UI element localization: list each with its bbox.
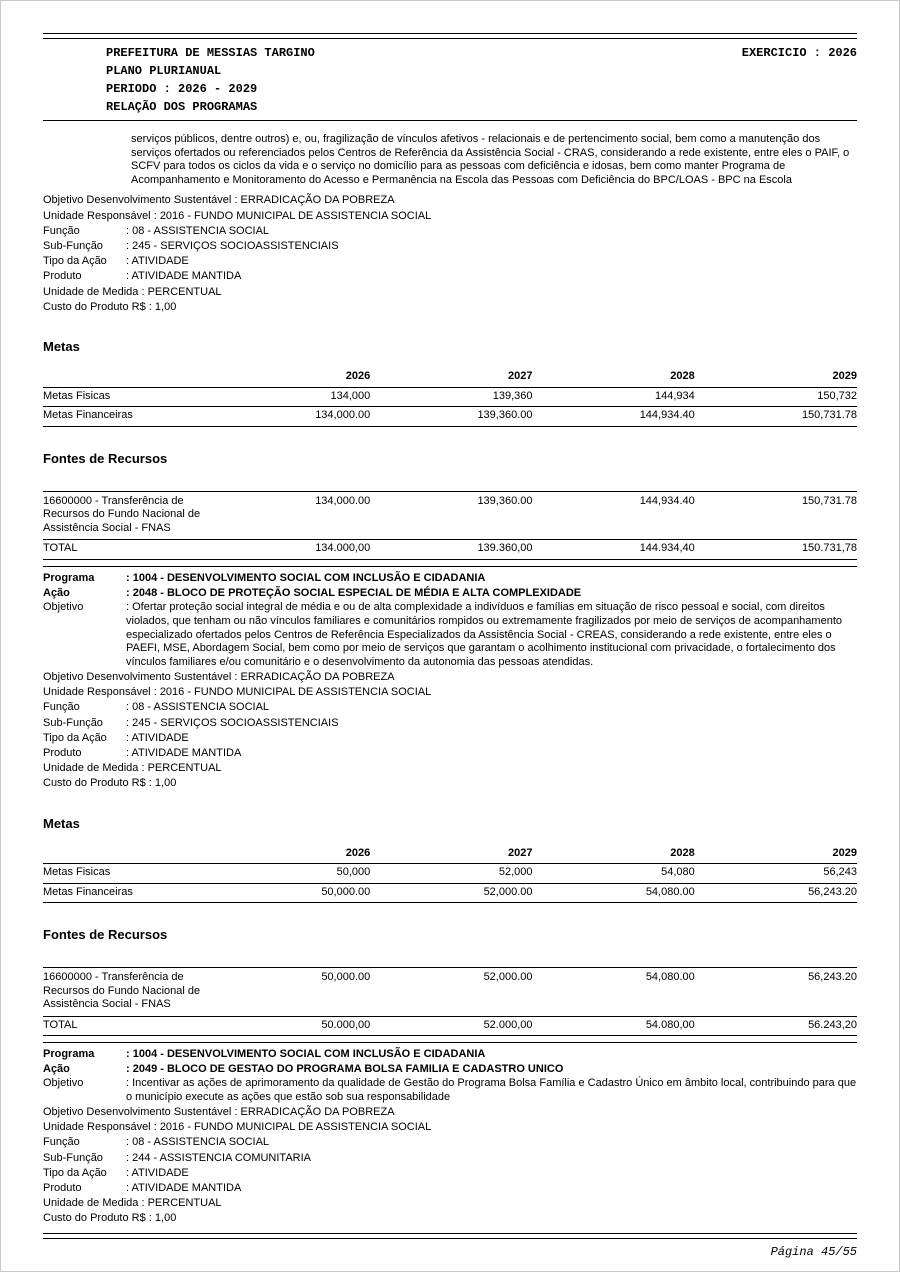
cell-value: 150,731.78 (695, 407, 857, 427)
field-unidade-responsavel (43, 685, 857, 700)
field-value: : 2016 - FUNDO MUNICIPAL DE ASSISTENCIA SOCIAL (150, 1121, 432, 1134)
field-label: Objetivo (43, 1077, 84, 1090)
cell-value: 54,080 (533, 864, 695, 884)
field-custo-produto (43, 776, 857, 791)
field-value: : 08 - ASSISTENCIA SOCIAL (126, 701, 270, 714)
block-separator (43, 1042, 857, 1043)
cell-value: 144,934.40 (533, 491, 695, 540)
cell-value: 52,000.00 (370, 968, 532, 1017)
field-label: Programa (43, 571, 95, 584)
fontes-total-row (43, 540, 857, 560)
field-acao (43, 586, 857, 601)
row-label: Metas Financeiras (43, 883, 208, 903)
cell-value: 134,000.00 (208, 407, 370, 427)
cell-value: 56.243,20 (695, 1016, 857, 1036)
year-header: 2028 (533, 368, 695, 387)
field-programa (43, 571, 857, 586)
field-tipo-acao (43, 731, 857, 746)
page-footer (43, 1233, 857, 1259)
objective-continuation-text: serviços públicos, dentre outros) e, ou, fragilização de vínculos afetivos - relacionais e de pertencimento social, bem como a manutenção dos serviços ofertados ou referenciados pelos Centros de Referência da Assistência Social - CRAS, considerando a rede existente, entre eles o PAIF, o SCFV para todos os ciclos da vida e o serviço no domicílio para as pessoas com deficiência e idosas, bem como manter Programa de Acompanhamento e Monitoramento do Acesso e Permanência na Escola das Pessoas com Deficiência do BPC/LOAS - BPC na Escola (131, 133, 850, 186)
field-label: Função (43, 224, 80, 237)
fontes-heading: Fontes de Recursos (43, 450, 168, 466)
cell-value: 54,080.00 (533, 968, 695, 1017)
cell-value: 52,000.00 (370, 883, 532, 903)
field-value: : 245 - SERVIÇOS SOCIOASSISTENCIAIS (126, 716, 339, 729)
field-label: Produto (43, 270, 82, 283)
field-label: Objetivo (43, 600, 84, 613)
field-label: Unidade de Medida (43, 285, 139, 298)
field-label: Custo do Produto R$ (43, 777, 146, 790)
field-acao (43, 1062, 857, 1077)
field-ods (43, 193, 857, 208)
field-funcao (43, 700, 857, 715)
document-header (43, 39, 857, 120)
cell-value: 150,732 (695, 387, 857, 407)
field-value: : ATIVIDADE (126, 731, 189, 744)
field-label: Objetivo Desenvolvimento Sustentável (43, 670, 232, 683)
field-value: : ATIVIDADE MANTIDA (126, 746, 242, 759)
year-header: 2026 (208, 845, 370, 864)
field-custo-produto (43, 1211, 857, 1226)
metas-table-1 (43, 368, 857, 427)
cell-value: 144,934 (533, 387, 695, 407)
field-label: Objetivo Desenvolvimento Sustentável (43, 194, 232, 207)
row-label: TOTAL (43, 540, 208, 560)
field-value: : ERRADICAÇÃO DA POBREZA (231, 1106, 395, 1119)
metas-table-2 (43, 845, 857, 904)
field-value: : 08 - ASSISTENCIA SOCIAL (126, 224, 270, 237)
fontes-source-row (43, 968, 857, 1017)
cell-value: 50,000.00 (208, 883, 370, 903)
field-ods (43, 670, 857, 685)
field-unidade-medida (43, 761, 857, 776)
table-row (43, 407, 857, 427)
field-produto (43, 746, 857, 761)
fontes-table-2 (43, 967, 857, 1036)
cell-value: 139,360.00 (370, 491, 532, 540)
field-unidade-responsavel (43, 209, 857, 224)
year-header: 2027 (370, 368, 532, 387)
page-number: Página 45/55 (770, 1245, 857, 1259)
year-header: 2026 (208, 368, 370, 387)
field-label: Custo do Produto R$ (43, 300, 146, 313)
cell-value: 56,243 (695, 864, 857, 884)
row-label: TOTAL (43, 1016, 208, 1036)
field-label: Unidade Responsável (43, 209, 151, 222)
field-label: Função (43, 1136, 80, 1149)
field-label: Tipo da Ação (43, 255, 107, 268)
fontes-heading: Fontes de Recursos (43, 927, 168, 943)
metas-heading: Metas (43, 339, 80, 354)
field-value: : PERCENTUAL (138, 285, 222, 298)
field-value: : PERCENTUAL (138, 1197, 222, 1210)
field-label: Produto (43, 1182, 82, 1195)
row-label: 16600000 - Transferência de Recursos do Fundo Nacional de Assistência Social - FNAS (43, 968, 208, 1017)
field-label: Sub-Função (43, 239, 103, 252)
field-unidade-responsavel (43, 1120, 857, 1135)
field-label: Unidade Responsável (43, 1121, 151, 1134)
cell-value: 56,243.20 (695, 883, 857, 903)
cell-value: 139,360.00 (370, 407, 532, 427)
year-header: 2029 (695, 368, 857, 387)
field-value: : 08 - ASSISTENCIA SOCIAL (126, 1136, 270, 1149)
empty-header-cell (43, 845, 208, 864)
field-label: Ação (43, 1063, 70, 1076)
row-label: 16600000 - Transferência de Recursos do Fundo Nacional de Assistência Social - FNAS (43, 491, 208, 540)
field-value: : 1004 - DESENVOLVIMENTO SOCIAL COM INCLUSÃO E CIDADANIA (126, 571, 486, 584)
table-header-row (43, 845, 857, 864)
field-label: Sub-Função (43, 716, 103, 729)
field-label: Produto (43, 746, 82, 759)
row-label: Metas Financeiras (43, 407, 208, 427)
header-period: PERIODO : 2026 - 2029 (106, 82, 258, 96)
cell-value: 54,080.00 (533, 883, 695, 903)
cell-value: 134,000.00 (208, 491, 370, 540)
field-sub-funcao (43, 1151, 857, 1166)
field-label: Tipo da Ação (43, 731, 107, 744)
field-unidade-medida (43, 1196, 857, 1211)
row-label: Metas Fisicas (43, 864, 208, 884)
field-produto (43, 269, 857, 284)
row-label: Metas Fisicas (43, 387, 208, 407)
table-row (43, 864, 857, 884)
field-label: Objetivo Desenvolvimento Sustentável (43, 1106, 232, 1119)
field-value: : 2048 - BLOCO DE PROTEÇÃO SOCIAL ESPECIAL DE MÉDIA E ALTA COMPLEXIDADE (126, 586, 582, 599)
year-header: 2027 (370, 845, 532, 864)
empty-header-cell (43, 368, 208, 387)
field-unidade-medida (43, 285, 857, 300)
field-programa (43, 1047, 857, 1062)
cell-value: 134.000,00 (208, 540, 370, 560)
metas-heading: Metas (43, 815, 80, 831)
field-value: : 1,00 (145, 300, 177, 313)
field-label: Unidade Responsável (43, 686, 151, 699)
year-header: 2029 (695, 845, 857, 864)
cell-value: 144,934.40 (533, 407, 695, 427)
field-value: : 244 - ASSISTENCIA COMUNITARIA (126, 1151, 312, 1164)
fontes-total-row (43, 1016, 857, 1036)
field-value: : 2049 - BLOCO DE GESTAO DO PROGRAMA BOLSA FAMILIA E CADASTRO UNICO (126, 1063, 564, 1076)
field-value: : ERRADICAÇÃO DA POBREZA (231, 670, 395, 683)
cell-value: 139,360 (370, 387, 532, 407)
cell-value: 50,000.00 (208, 968, 370, 1017)
field-value: : ATIVIDADE MANTIDA (126, 1182, 242, 1195)
year-header: 2028 (533, 845, 695, 864)
field-objetivo (43, 601, 857, 670)
field-custo-produto (43, 300, 857, 315)
cell-value: 52.000,00 (370, 1016, 532, 1036)
cell-value: 50.000,00 (208, 1016, 370, 1036)
field-value: : 1,00 (145, 777, 177, 790)
field-label: Unidade de Medida (43, 762, 139, 775)
field-value: : 245 - SERVIÇOS SOCIOASSISTENCIAIS (126, 239, 339, 252)
table-row (43, 883, 857, 903)
table-row (43, 387, 857, 407)
table-header-row (43, 368, 857, 387)
field-sub-funcao (43, 239, 857, 254)
cell-value: 54.080,00 (533, 1016, 695, 1036)
field-objetivo (43, 1077, 860, 1105)
cell-value: 150.731,78 (695, 540, 857, 560)
field-tipo-acao (43, 1166, 857, 1181)
cell-value: 56,243.20 (695, 968, 857, 1017)
field-value: : 1004 - DESENVOLVIMENTO SOCIAL COM INCLUSÃO E CIDADANIA (126, 1048, 486, 1061)
cell-value: 134,000 (208, 387, 370, 407)
cell-value: 150,731.78 (695, 491, 857, 540)
field-sub-funcao (43, 716, 857, 731)
header-title: PREFEITURA DE MESSIAS TARGINO (106, 46, 315, 60)
header-report-title: RELAÇÃO DOS PROGRAMAS (106, 100, 258, 114)
cell-value: 50,000 (208, 864, 370, 884)
field-label: Custo do Produto R$ (43, 1212, 146, 1225)
cell-value: 52,000 (370, 864, 532, 884)
field-label: Programa (43, 1048, 95, 1061)
field-label: Sub-Função (43, 1151, 103, 1164)
fontes-source-row (43, 491, 857, 540)
field-value: : ATIVIDADE MANTIDA (126, 270, 242, 283)
field-value: : Incentivar as ações de aprimoramento da qualidade de Gestão do Programa Bolsa Família e Cadastro Único em âmbito local, contribuindo para que o município execute as ações que estão sob sua responsabilidade (126, 1077, 860, 1104)
cell-value: 139.360,00 (370, 540, 532, 560)
field-funcao (43, 224, 857, 239)
field-value: : ERRADICAÇÃO DA POBREZA (231, 194, 395, 207)
field-label: Unidade de Medida (43, 1197, 139, 1210)
field-ods (43, 1105, 857, 1120)
field-produto (43, 1181, 857, 1196)
field-value: : PERCENTUAL (138, 762, 222, 775)
fontes-table-1 (43, 491, 857, 560)
header-exercise: EXERCICIO : 2026 (741, 46, 857, 60)
field-value: : Ofertar proteção social integral de média e ou de alta complexidade a indivíduos e famílias em situação de risco pessoal e social, com direitos violados, que tenham ou não vínculos familiares e comunitários rompidos ou extremamente fragilizados por meio de serviços de acompanhamento especializado ofertados pelos Centros de Referência Especializados da Assistência Social - CREAS, considerando a rede existente, entre eles o PAEFI, MSE, Abordagem Social, bem como por meio de serviços que garantam o acolhimento institucional com privacidade, o fortalecimento dos vínculos familiares e/ou comunitário e o desenvolvimento da autonomia das pessoas atendidas. (126, 600, 846, 669)
field-value: : ATIVIDADE (126, 1166, 189, 1179)
field-value: : ATIVIDADE (126, 255, 189, 268)
field-label: Ação (43, 586, 70, 599)
field-label: Tipo da Ação (43, 1166, 107, 1179)
cell-value: 144.934,40 (533, 540, 695, 560)
block-separator (43, 566, 857, 567)
field-value: : 2016 - FUNDO MUNICIPAL DE ASSISTENCIA SOCIAL (150, 209, 432, 222)
header-rule-bottom (43, 120, 857, 121)
field-label: Função (43, 701, 80, 714)
field-value: : 1,00 (145, 1212, 177, 1225)
footer-rule (43, 1233, 857, 1239)
field-value: : 2016 - FUNDO MUNICIPAL DE ASSISTENCIA SOCIAL (150, 686, 432, 699)
header-plan: PLANO PLURIANUAL (106, 64, 222, 78)
field-tipo-acao (43, 254, 857, 269)
field-funcao (43, 1135, 857, 1150)
